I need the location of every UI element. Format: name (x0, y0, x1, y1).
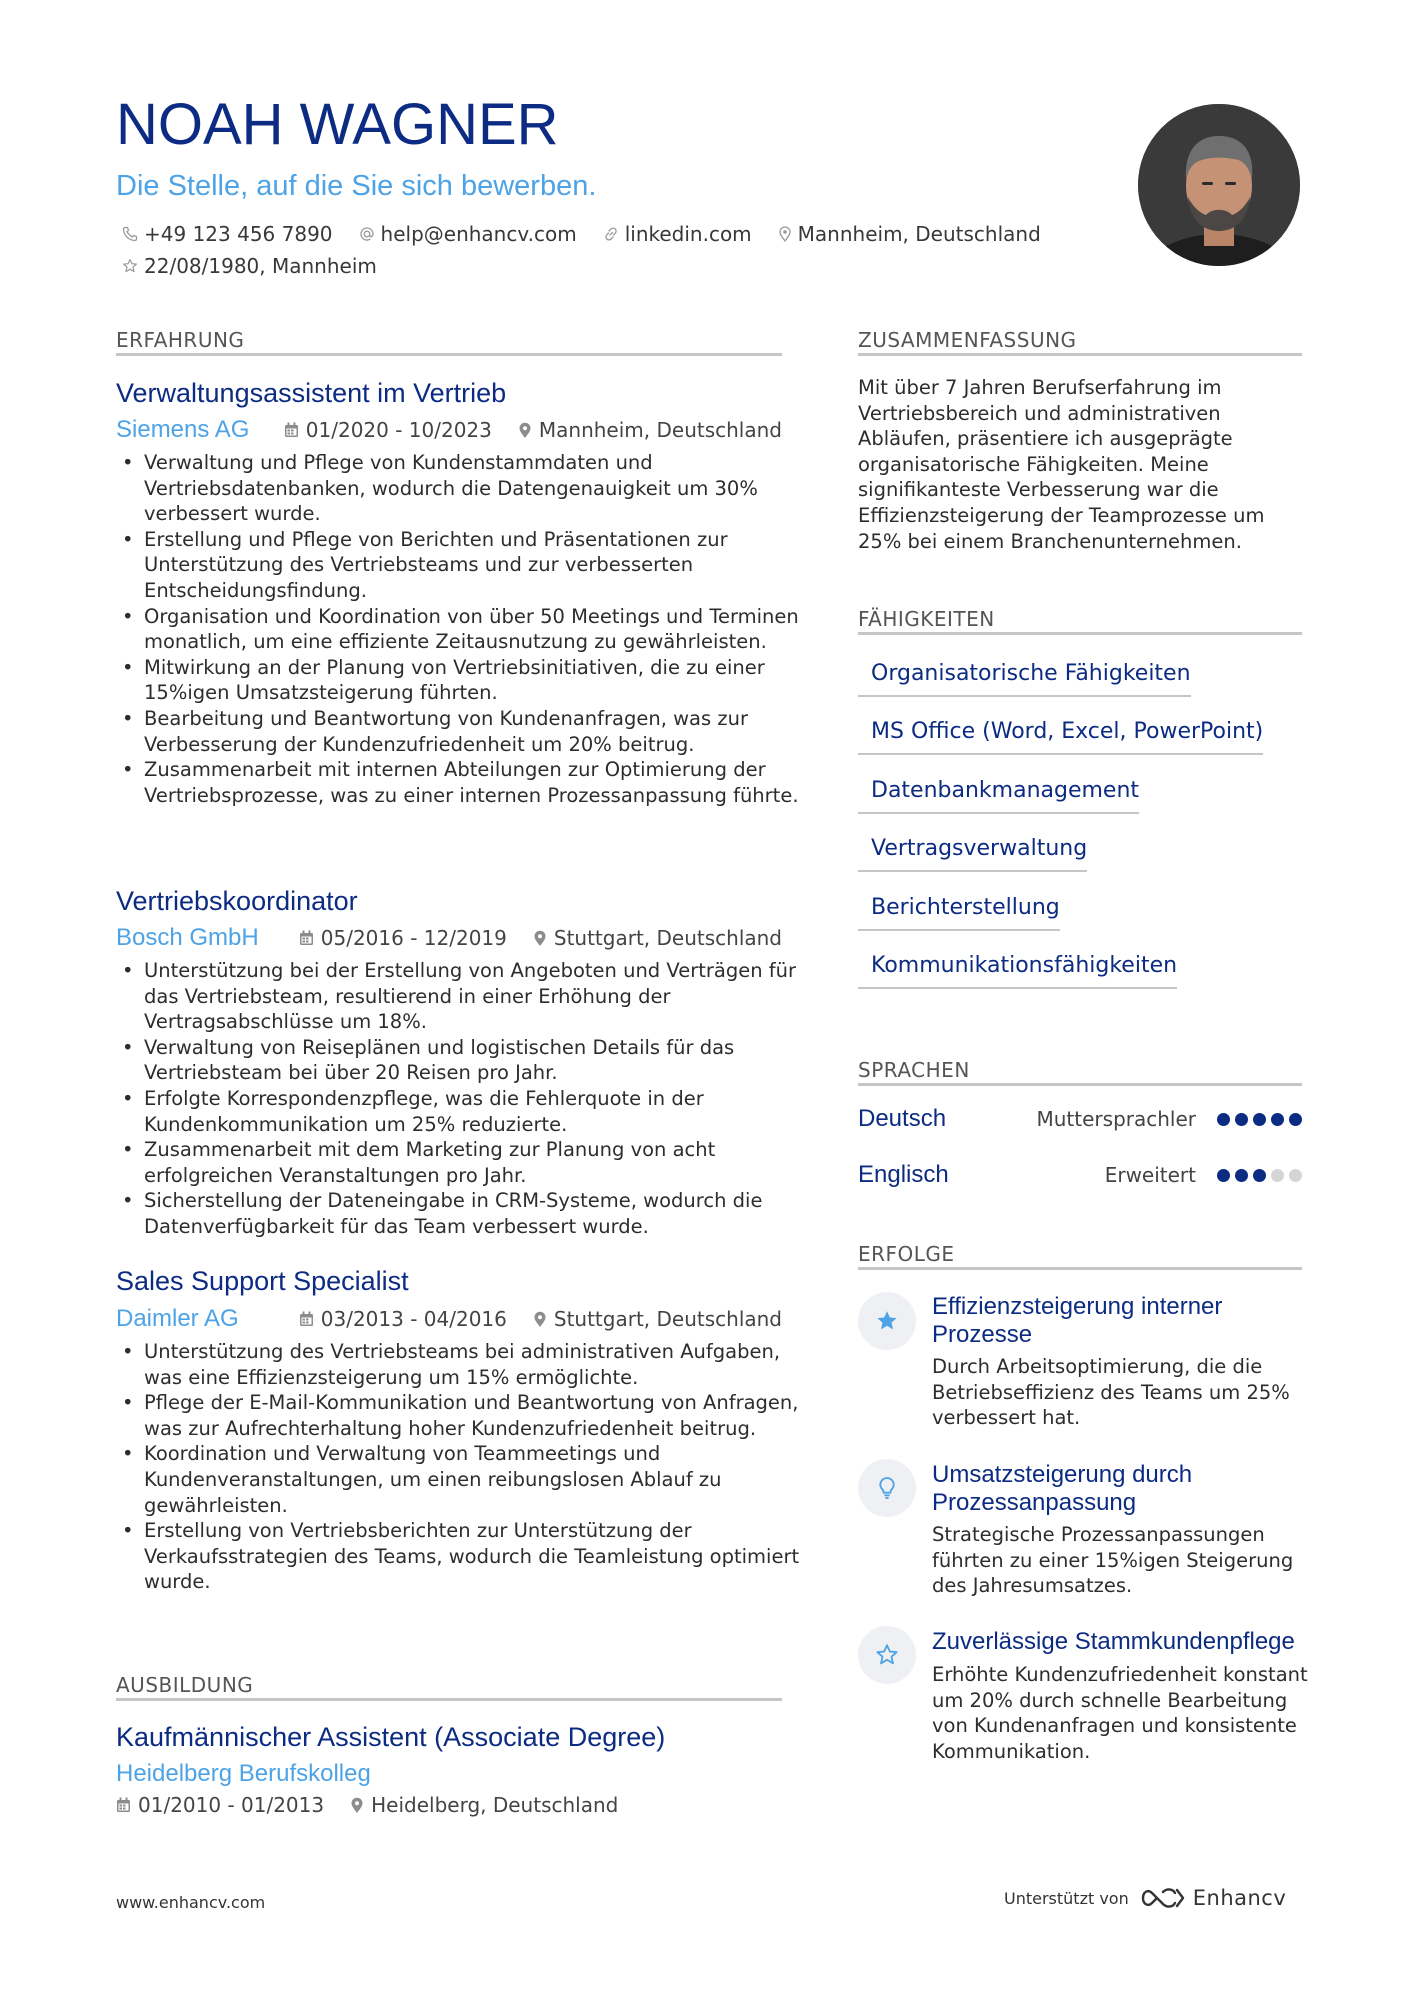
education-degree: Kaufmännischer Assistent (Associate Degree) (116, 1722, 666, 1752)
achievement-desc: Durch Arbeitsoptimierung, die die Betriebseffizienz des Teams um 25% verbessert hat. (932, 1355, 1290, 1430)
skill-tag: Datenbankmanagement (858, 778, 1139, 814)
section-divider (858, 1267, 1302, 1270)
rating-dot-filled (1271, 1113, 1284, 1126)
job-dates-text: 03/2013 - 04/2016 (320, 1307, 507, 1331)
rating-dot-filled (1253, 1113, 1266, 1126)
job-bullet: • Bearbeitung und Beantwortung von Kundenanfragen, was zur Verbesserung der Kundenzufriedenheit um 20% beitrug. (144, 706, 824, 757)
rating-dot-empty (1271, 1169, 1284, 1182)
education-school: Heidelberg Berufskolleg (116, 1760, 371, 1787)
job-dates-text: 05/2016 - 12/2019 (320, 926, 507, 950)
footer-powered-by (1004, 1885, 1286, 1911)
job-title: Vertriebskoordinator (116, 886, 358, 916)
contact-linkedin[interactable] (603, 222, 752, 246)
achievement-title: Umsatzsteigerung durch Prozessanpassung (932, 1461, 1193, 1516)
calendar-icon (284, 422, 299, 438)
education-location (350, 1793, 618, 1817)
job-location (518, 418, 782, 442)
achievement-icon-badge (858, 1292, 916, 1350)
job-location-text: Stuttgart, Deutschland (553, 926, 782, 950)
lightbulb-icon (877, 1476, 897, 1500)
section-divider (858, 632, 1302, 635)
star-filled-icon (875, 1309, 899, 1333)
section-divider (116, 353, 782, 356)
location-text: Mannheim, Deutschland (797, 222, 1041, 246)
company-name: Siemens AG (116, 416, 250, 443)
language-level: Erweitert (1104, 1163, 1196, 1187)
job-bullet: • Erfolgte Korrespondenzpflege, was die Fehlerquote in der Kundenkommunikation um 25% reduzierte. (144, 1086, 824, 1137)
job-location-text: Mannheim, Deutschland (538, 418, 782, 442)
section-divider (116, 1698, 782, 1701)
job-dates (299, 926, 507, 950)
job-title: Verwaltungsassistent im Vertrieb (116, 378, 507, 408)
skill-tag: Vertragsverwaltung (858, 836, 1087, 872)
language-row (858, 1105, 1302, 1133)
education-dates (116, 1793, 324, 1817)
birth-text: 22/08/1980, Mannheim (144, 254, 377, 278)
job-bullet: • Mitwirkung an der Planung von Vertriebsinitiativen, die zu einer 15%igen Umsatzsteigerung führten. (144, 655, 824, 706)
job-bullet: • Verwaltung von Reiseplänen und logistischen Details für das Vertriebsteam bei über 20 Reisen pro Jahr. (144, 1035, 824, 1086)
candidate-name: NOAH WAGNER (116, 92, 559, 157)
achievement-icon-badge (858, 1459, 916, 1517)
job-bullet: • Erstellung von Vertriebsberichten zur Unterstützung der Verkaufsstrategien des Teams, wodurch die Teamleistung optimiert wurde. (144, 1518, 824, 1595)
company-name: Bosch GmbH (116, 924, 259, 951)
contact-phone (122, 222, 333, 246)
contact-row (122, 222, 1067, 246)
skill-tag: Berichterstellung (858, 895, 1060, 931)
location-pin-icon (350, 1797, 364, 1814)
location-pin-icon (533, 1311, 547, 1328)
language-rating (1212, 1169, 1302, 1182)
job-bullets (116, 958, 824, 1240)
profile-photo (1138, 104, 1300, 266)
profile-portrait-image (1138, 104, 1300, 266)
calendar-icon (299, 930, 314, 946)
calendar-icon (299, 1311, 314, 1327)
job-meta (116, 1305, 782, 1333)
job-dates (284, 418, 492, 442)
job-tagline: Die Stelle, auf die Sie sich bewerben. (116, 170, 597, 202)
job-bullets (116, 1339, 824, 1595)
language-name: Englisch (858, 1161, 949, 1188)
powered-by-text: Unterstützt von (1004, 1888, 1129, 1908)
rating-dot-filled (1235, 1169, 1248, 1182)
rating-dot-filled (1253, 1169, 1266, 1182)
section-education-heading: AUSBILDUNG (116, 1673, 254, 1697)
contact-row-2 (122, 254, 403, 278)
rating-dot-filled (1289, 1113, 1302, 1126)
brand-name: Enhancv (1192, 1886, 1287, 1910)
email-text: help@enhancv.com (380, 222, 577, 246)
education-meta (116, 1793, 644, 1817)
rating-dot-filled (1217, 1113, 1230, 1126)
job-dates (299, 1307, 507, 1331)
section-divider (858, 1083, 1302, 1086)
job-bullet: • Zusammenarbeit mit internen Abteilungen zur Optimierung der Vertriebsprozesse, was zu einer internen Prozessanpassung führte. (144, 757, 824, 808)
rating-dot-empty (1289, 1169, 1302, 1182)
job-bullet: • Erstellung und Pflege von Berichten und Präsentationen zur Unterstützung des Vertriebsteams und zur verbesserten Entscheidungsfindung. (144, 527, 824, 604)
location-pin-icon (518, 422, 532, 439)
section-experience-heading: ERFAHRUNG (116, 328, 245, 352)
linkedin-text: linkedin.com (624, 222, 752, 246)
job-bullet: • Zusammenarbeit mit dem Marketing zur Planung von acht erfolgreichen Veranstaltungen pro Jahr. (144, 1137, 824, 1188)
section-languages-heading: SPRACHEN (858, 1058, 970, 1082)
section-summary-heading: ZUSAMMENFASSUNG (858, 328, 1077, 352)
contact-birth (122, 254, 377, 278)
job-bullet: • Sicherstellung der Dateneingabe in CRM-Systeme, wodurch die Datenverfügbarkeit für das Team verbessert wurde. (144, 1188, 824, 1239)
job-location (533, 1307, 782, 1331)
star-outline-icon (875, 1643, 899, 1667)
job-bullet: • Pflege der E-Mail-Kommunikation und Beantwortung von Anfragen, was zur Aufrechterhaltung hoher Kundenzufriedenheit beitrug. (144, 1390, 824, 1441)
company-name: Daimler AG (116, 1305, 239, 1332)
footer-website[interactable]: www.enhancv.com (116, 1893, 266, 1912)
job-meta (116, 416, 782, 444)
summary-text: Mit über 7 Jahren Berufserfahrung im Vertriebsbereich und administrativen Abläufen, präsentiere ich ausgeprägte organisatorische Fähigkeiten. Meine signifikanteste Verbesserung war die Effizienzsteigerung der Teamprozesse um 25% bei einem Branchenunternehmen. (858, 376, 1265, 553)
section-skills-heading: FÄHIGKEITEN (858, 607, 995, 631)
job-bullet: • Unterstützung bei der Erstellung von Angeboten und Verträgen für das Vertriebsteam, resultierend in einer Erhöhung der Vertragsabschlüsse um 18%. (144, 958, 824, 1035)
language-level: Muttersprachler (1036, 1107, 1196, 1131)
education-location-text: Heidelberg, Deutschland (371, 1793, 619, 1817)
achievement-title: Effizienzsteigerung interner Prozesse (932, 1293, 1223, 1348)
contact-email[interactable] (359, 222, 577, 246)
language-rating (1212, 1113, 1302, 1126)
phone-text: +49 123 456 7890 (144, 222, 333, 246)
language-name: Deutsch (858, 1105, 947, 1132)
job-dates-text: 01/2020 - 10/2023 (305, 418, 492, 442)
job-title: Sales Support Specialist (116, 1266, 409, 1296)
job-bullet: • Organisation und Koordination von über 50 Meetings und Terminen monatlich, um eine effiziente Zeitausnutzung zu gewährleisten. (144, 604, 824, 655)
enhancv-logo-icon (1139, 1885, 1187, 1911)
phone-icon (122, 226, 138, 242)
job-bullet: • Unterstützung des Vertriebsteams bei administrativen Aufgaben, was eine Effizienzsteigerung um 15% ermöglichte. (144, 1339, 824, 1390)
at-icon (359, 226, 375, 242)
job-bullets (116, 450, 824, 808)
skill-tag: Organisatorische Fähigkeiten (858, 661, 1191, 697)
rating-dot-filled (1235, 1113, 1248, 1126)
contact-location (778, 222, 1041, 246)
job-location-text: Stuttgart, Deutschland (553, 1307, 782, 1331)
job-meta (116, 924, 782, 952)
rating-dot-filled (1217, 1169, 1230, 1182)
job-location (533, 926, 782, 950)
achievement-icon-badge (858, 1626, 916, 1684)
location-pin-icon (533, 930, 547, 947)
achievement-title: Zuverlässige Stammkundenpflege (932, 1628, 1295, 1655)
section-divider (858, 353, 1302, 356)
section-achievements-heading: ERFOLGE (858, 1242, 955, 1266)
job-bullet: • Koordination und Verwaltung von Teammeetings und Kundenveranstaltungen, um einen reibungslosen Ablauf zu gewährleisten. (144, 1441, 824, 1518)
skill-tag: Kommunikationsfähigkeiten (858, 953, 1177, 989)
achievement-desc: Erhöhte Kundenzufriedenheit konstant um 20% durch schnelle Bearbeitung von Kundenanfragen und konsistente Kommunikation. (932, 1663, 1308, 1763)
link-icon (603, 226, 619, 242)
achievement-desc: Strategische Prozessanpassungen führten zu einer 15%igen Steigerung des Jahresumsatzes. (932, 1523, 1294, 1598)
location-pin-icon (778, 226, 792, 242)
education-dates-text: 01/2010 - 01/2013 (138, 1793, 325, 1817)
skill-tag: MS Office (Word, Excel, PowerPoint) (858, 719, 1263, 755)
language-row (858, 1161, 1302, 1189)
star-outline-icon (122, 258, 138, 274)
calendar-icon (116, 1797, 131, 1813)
job-bullet: • Verwaltung und Pflege von Kundenstammdaten und Vertriebsdatenbanken, wodurch die Datengenauigkeit um 30% verbessert wurde. (144, 450, 824, 527)
